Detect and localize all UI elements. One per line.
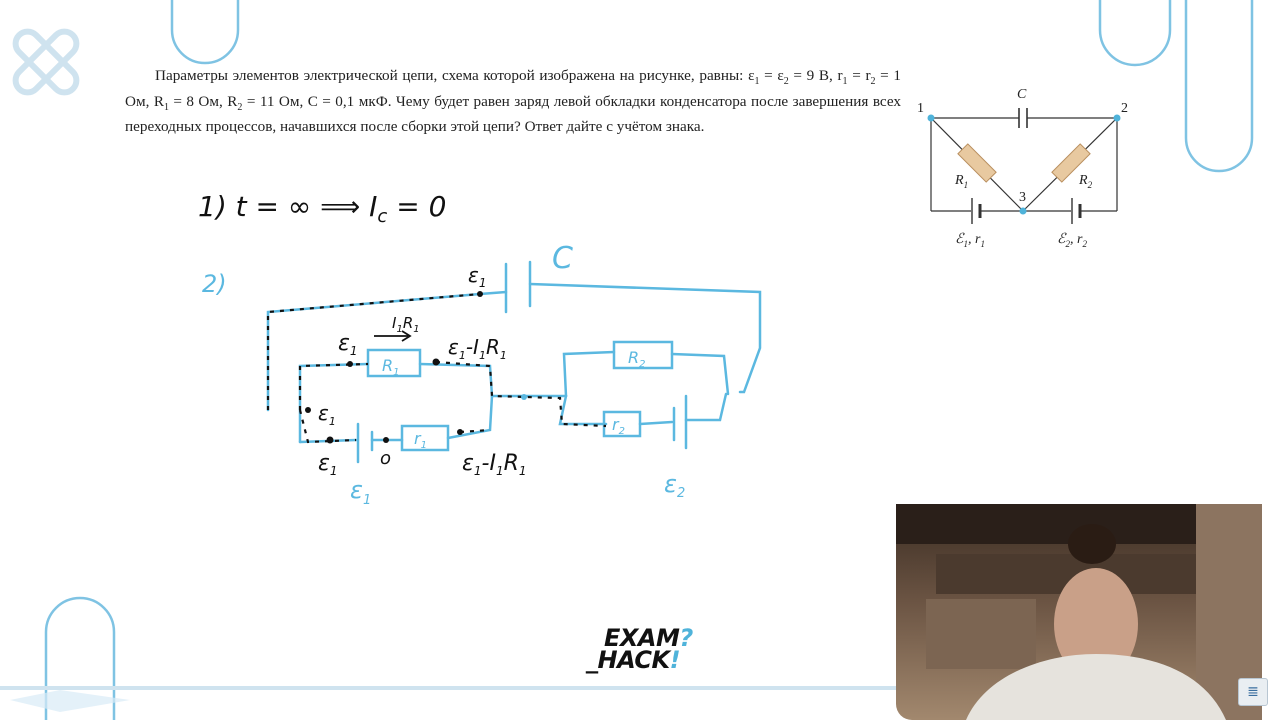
node-e1-top [477,291,483,297]
step2-label: 2) [202,270,227,298]
node-r1-right [433,359,440,366]
circuit-figure [905,78,1128,258]
webcam-overlay [896,504,1262,720]
label-E1-blue: $\varepsilon_1$ [350,476,372,508]
hand-circuit-wires [268,262,760,462]
examhack-logo: EXAM? _HACK! [586,624,693,674]
resistor-r1 [958,144,996,182]
label-zero: o [380,448,392,469]
node-3-dot [1020,208,1027,215]
label-R1-box: $R_1$ [382,356,400,378]
label-e1-top: $\varepsilon_1$ [468,263,487,290]
node-2-label: 2 [1121,101,1128,116]
label-bottom-right: $\varepsilon_1-I_1R_1$ [462,451,527,478]
cap-label: C [1017,87,1027,102]
label-C: C [552,241,573,276]
label-e1-left: $\varepsilon_1$ [338,331,358,358]
label-r2-box: $r_2$ [612,415,625,437]
label-e1-bottom: $\varepsilon_1$ [318,451,338,478]
node-1-label: 1 [917,101,924,116]
e1-label: ℰ$_1$, $r_1$ [955,232,985,249]
problem-text: Параметры элементов электрической цепи, схема которой изображена на рисунке, равны: $\varepsilon_1 = \varepsilon_2 = 9$ В, $r_1 = r_2 = 1$ Ом, $R_1 = 8$ Ом, $R_2 = 11$ Ом, C = 0,1 мкФ. Чему будет равен заряд левой обкладки конденсатора после завершения всех переходных процессов, начавшихся после сборки этой цепи? Ответ дайте с учётом знака. [125,67,901,136]
current-arrow [374,331,410,341]
node-left-mid [305,407,311,413]
r1-label: $R_1$ [955,173,969,190]
node-r1-left [347,361,353,367]
r2-label: $R_2$ [1079,173,1093,190]
node-3-label: 3 [1019,190,1026,205]
label-node-top-right: $\varepsilon_1-I_1R_1$ [448,335,507,362]
bottom-divider [0,686,896,690]
arch-top-right-2 [1186,0,1252,171]
arch-top-right-1 [1100,0,1170,65]
step1-text: 1) t = ∞ ⟹ $I_c = 0$ [198,190,447,227]
arrow-bottom-left [10,690,130,712]
node-2-dot [1114,115,1121,122]
node-bottom-left [327,437,334,444]
battery-2-symbol [1072,198,1080,224]
label-R2-box: $R_2$ [628,348,646,370]
node-zero [383,437,389,443]
capacitor-symbol [1019,108,1027,128]
presenter-video [896,504,1262,720]
corner-menu-icon[interactable]: ≣ [1238,678,1268,706]
label-i1r1: $I_1R_1$ [392,314,420,335]
node-r1small-right [457,429,463,435]
battery-1-symbol [972,198,980,224]
label-E2-blue: $\varepsilon_2$ [664,470,686,501]
label-e1-mid: $\varepsilon_1$ [318,401,336,428]
node-junction-blue [521,394,527,400]
node-1-dot [928,115,935,122]
label-r1-box: $r_1$ [414,429,427,451]
e2-label: ℰ$_2$, $r_2$ [1057,232,1087,249]
